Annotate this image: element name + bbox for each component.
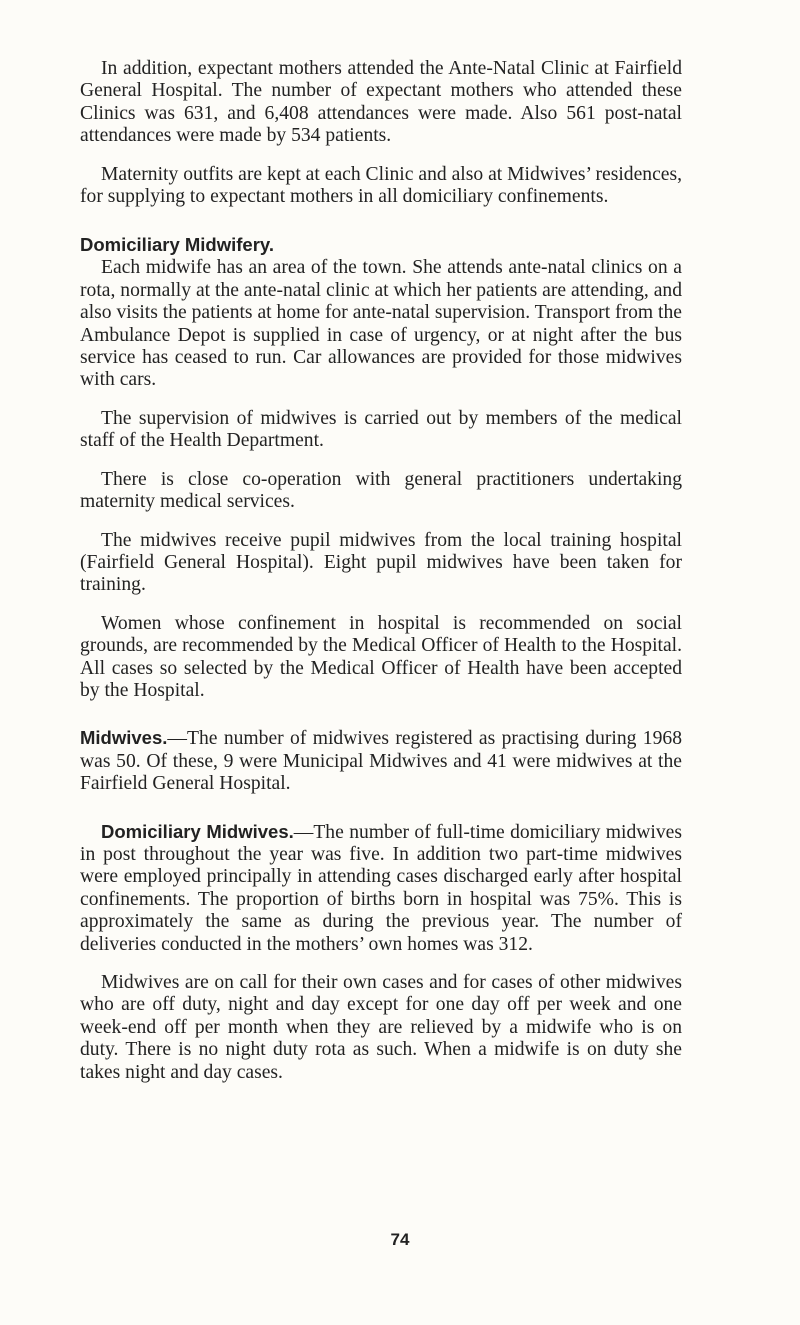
paragraph-domiciliary-midwives-text: —The number of full-time domiciliary midwives in post throughout the year was five. In addition two part-time midwives were employed principally in attending cases discharged early after hospital confinements. The proportion of births born in hospital was 75%. This is approximately the same as during the previous year. The number of deliveries conducted in the mothers’ own homes was 312.: [80, 821, 682, 955]
heading-domiciliary-midwifery: Domiciliary Midwifery.: [80, 234, 274, 256]
paragraph-pupil-midwives-text: The midwives receive pupil midwives from the local training hospital (Fairfield General Hospital). Eight pupil midwives have been taken for training.: [80, 529, 682, 596]
paragraph-pupil-midwives: [80, 530, 682, 597]
paragraph-supervision-text: The supervision of midwives is carried out by members of the medical staff of the Health Department.: [80, 407, 682, 452]
paragraph-midwives: [80, 727, 682, 795]
paragraph-maternity-outfits: [80, 164, 682, 209]
paragraph-midwives-text: —The number of midwives registered as practising during 1968 was 50. Of these, 9 were Municipal Midwives and 41 were midwives at the Fairfield General Hospital.: [80, 728, 682, 795]
midwives-lead: Midwives.: [80, 727, 168, 749]
domiciliary-midwives-lead: Domiciliary Midwives.: [101, 820, 294, 842]
paragraph-co-operation-text: There is close co-operation with general practitioners undertaking maternity medical services.: [80, 468, 682, 513]
paragraph-antenatal-clinic-text: In addition, expectant mothers attended the Ante-Natal Clinic at Fairfield General Hospital. The number of expectant mothers who attended these Clinics was 631, and 6,408 attendances were made. Also 561 post-natal attendances were made by 534 patients.: [80, 58, 682, 147]
paragraph-antenatal-clinic: [80, 58, 682, 148]
paragraph-on-call: [80, 972, 682, 1084]
paragraph-midwife-area: [80, 257, 682, 391]
paragraph-hospital-confinement: [80, 613, 682, 703]
paragraph-midwife-area-text: Each midwife has an area of the town. She attends ante-natal clinics on a rota, normally at the ante-natal clinic at which her patients are attending, and also visits the patients at home for ante-natal supervision. Transport from the Ambulance Depot is supplied in case of urgency, or at night after the bus service has ceased to run. Car allowances are provided for those midwives with cars.: [80, 257, 682, 391]
paragraph-domiciliary-midwives: [80, 821, 682, 956]
paragraph-co-operation: [80, 469, 682, 514]
paragraph-supervision: [80, 408, 682, 453]
paragraph-on-call-text: Midwives are on call for their own cases and for cases of other midwives who are off duty, night and day except for one day off per week and one week-end off per month when they are relieved by a midwife who is on duty. There is no night duty rota as such. When a midwife is on duty she takes night and day cases.: [80, 972, 682, 1083]
paragraph-maternity-outfits-text: Maternity outfits are kept at each Clinic and also at Midwives’ residences, for supplying to expectant mothers in all domiciliary confinements.: [80, 163, 682, 208]
body-text: [80, 58, 682, 1100]
paragraph-hospital-confinement-text: Women whose confinement in hospital is recommended on social grounds, are recommended by the Medical Officer of Health to the Hospital. All cases so selected by the Medical Officer of Health have been accepted by the Hospital.: [80, 612, 682, 701]
page-number: 74: [390, 1230, 410, 1249]
